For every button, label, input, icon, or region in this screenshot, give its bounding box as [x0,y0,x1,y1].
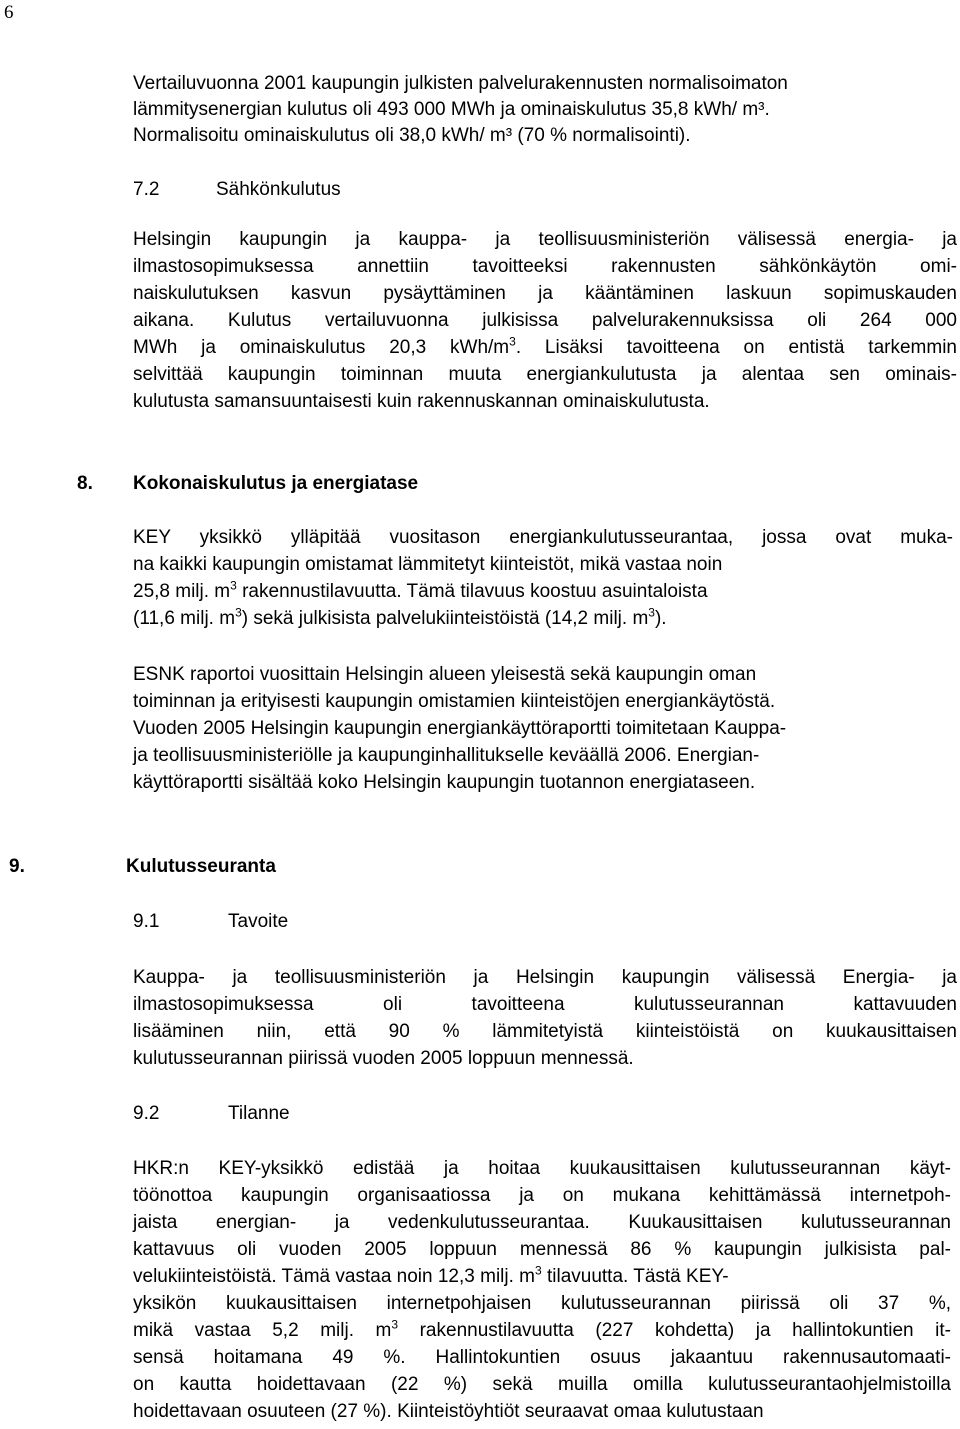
paragraph-line: toiminnan ja erityisesti kaupungin omistamien kiinteistöjen energiankäytöstä. [133,691,776,712]
paragraph-line: kattavuus oli vuoden 2005 loppuun mennessä 86 % kaupungin julkisista pal- [133,1239,951,1260]
paragraph-line: ilmastosopimuksessa oli tavoitteena kulutusseurannan kattavuuden [133,994,957,1015]
text-run: ). [654,608,667,629]
intro-line: Normalisoitu ominaiskulutus oli 38,0 kWh/ m³ (70 % normalisointi). [133,125,691,146]
text-run: rakennustilavuutta. Tämä tilavuus koostuu asuintaloista [236,581,708,602]
superscript: 3 [648,605,655,620]
paragraph-line: kulutusseurannan piirissä vuoden 2005 loppuun mennessä. [133,1048,634,1069]
paragraph-line: ilmastosopimuksessa annettiin tavoitteeksi rakennusten sähkönkäytön omi- [133,256,957,277]
subsection-number: 9.2 [133,1103,160,1124]
section-number: 9. [9,856,25,877]
text-run: ) sekä julkisista palvelukiinteistöistä (14,2 milj. m [241,608,649,629]
paragraph-line: Vuoden 2005 Helsingin kaupungin energiankäyttöraportti toimitetaan Kauppa- [133,718,787,739]
intro-line: Vertailuvuonna 2001 kaupungin julkisten palvelurakennusten normalisoimaton [133,73,788,94]
paragraph-line: HKR:n KEY-yksikkö edistää ja hoitaa kuukausittaisen kulutusseurannan käyt- [133,1158,951,1179]
paragraph-line [133,605,667,633]
paragraph-line: kulutusta samansuuntaisesti kuin rakennuskannan ominaiskulutusta. [133,391,710,412]
paragraph-line [133,334,957,362]
text-run: mikä vastaa 5,2 milj. m [133,1320,392,1341]
subsection-title: Tavoite [228,911,289,932]
paragraph-line: käyttöraportti sisältää koko Helsingin kaupungin tuotannon energiataseen. [133,772,756,793]
subsection-number: 9.1 [133,911,160,932]
text-run: tilavuutta. Tästä KEY- [541,1266,729,1287]
section-title: Sähkönkulutus [216,179,341,200]
paragraph-line: naiskulutuksen kasvun pysäyttäminen ja kääntäminen laskuun sopimuskauden [133,283,957,304]
text-run: rakennustilavuutta (227 kohdetta) ja hallintokuntien it- [398,1320,951,1341]
section-number: 7.2 [133,179,160,200]
text-run: MWh ja ominaiskulutus 20,3 kWh/m [133,337,510,358]
superscript: 3 [391,1317,399,1332]
superscript: 3 [509,334,516,349]
section-title: Kokonaiskulutus ja energiatase [133,473,419,494]
text-run: velukiinteistöistä. Tämä vastaa noin 12,3 milj. m [133,1266,535,1287]
subsection-title: Tilanne [228,1103,290,1124]
paragraph-line: jaista energian- ja vedenkulutusseurantaa. Kuukausittaisen kulutusseurannan [133,1212,951,1233]
text-run: . Lisäksi tavoitteena on entistä tarkemmin [515,337,957,358]
paragraph-line: Kauppa- ja teollisuusministeriön ja Helsingin kaupungin välisessä Energia- ja [133,967,957,988]
paragraph-line: lisääminen niin, että 90 % lämmitetyistä kiinteistöistä on kuukausittaisen [133,1021,957,1042]
paragraph-line: aikana. Kulutus vertailuvuonna julkisissa palvelurakennuksissa oli 264 000 [133,310,957,331]
superscript: 3 [535,1263,542,1278]
superscript: 3 [230,578,237,593]
paragraph-line [133,1263,729,1291]
page-number: 6 [4,2,14,23]
paragraph-line: ESNK raportoi vuosittain Helsingin alueen yleisestä sekä kaupungin oman [133,664,757,685]
paragraph-line: na kaikki kaupungin omistamat lämmitetyt kiinteistöt, mikä vastaa noin [133,554,723,575]
paragraph-line: yksikön kuukausittaisen internetpohjaisen kulutusseurannan piirissä oli 37 %, [133,1293,951,1314]
paragraph-line: töönottoa kaupungin organisaatiossa ja on mukana kehittämässä internetpoh- [133,1185,951,1206]
text-run: 25,8 milj. m [133,581,231,602]
paragraph-line: KEY yksikkö ylläpitää vuositason energiankulutusseurantaa, jossa ovat muka- [133,527,953,548]
paragraph-line: ja teollisuusministeriölle ja kaupunginhallitukselle keväällä 2006. Energian- [133,745,760,766]
paragraph-line: on kautta hoidettavaan (22 %) sekä muilla omilla kulutusseurantaohjelmistoilla [133,1374,951,1395]
paragraph-line [133,578,708,606]
paragraph-line [133,1317,951,1345]
paragraph-line: selvittää kaupungin toiminnan muuta energiankulutusta ja alentaa sen ominais- [133,364,957,385]
intro-line: lämmitysenergian kulutus oli 493 000 MWh ja ominaiskulutus 35,8 kWh/ m³. [133,99,770,120]
text-run: (11,6 milj. m [133,608,236,629]
paragraph-line: sensä hoitamana 49 %. Hallintokuntien osuus jakaantuu rakennusautomaati- [133,1347,951,1368]
section-number: 8. [77,473,93,494]
section-title: Kulutusseuranta [126,856,276,877]
paragraph-line: hoidettavaan osuuteen (27 %). Kiinteistöyhtiöt seuraavat omaa kulutustaan [133,1401,764,1422]
paragraph-line: Helsingin kaupungin ja kauppa- ja teollisuusministeriön välisessä energia- ja [133,229,957,250]
superscript: 3 [235,605,242,620]
